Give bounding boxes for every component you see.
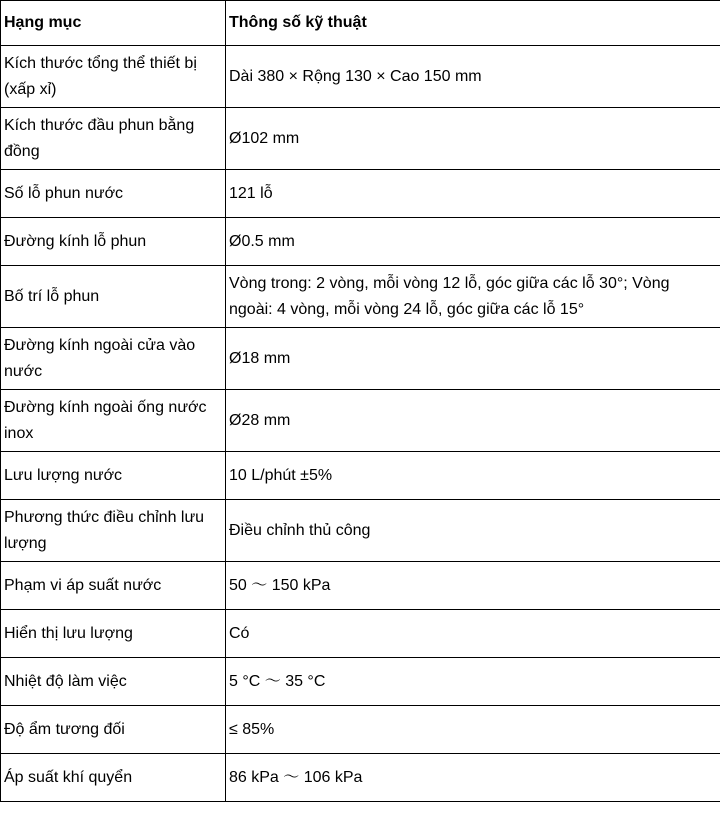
table-row	[1, 706, 720, 754]
row-value: Ø18 mm	[226, 328, 720, 390]
table-row	[1, 328, 720, 390]
row-value: Điều chỉnh thủ công	[226, 500, 720, 562]
row-value: Vòng trong: 2 vòng, mỗi vòng 12 lỗ, góc giữa các lỗ 30°; Vòng ngoài: 4 vòng, mỗi vòng 24 lỗ, góc giữa các lỗ 15°	[226, 266, 720, 328]
row-value: Ø28 mm	[226, 390, 720, 452]
row-label: Phương thức điều chỉnh lưu lượng	[1, 500, 226, 562]
table-row	[1, 170, 720, 218]
row-label: Đường kính ngoài cửa vào nước	[1, 328, 226, 390]
table-row	[1, 658, 720, 706]
table-row	[1, 218, 720, 266]
row-label: Lưu lượng nước	[1, 452, 226, 500]
header-row	[1, 1, 720, 46]
row-value: 121 lỗ	[226, 170, 720, 218]
row-value: Có	[226, 610, 720, 658]
row-value: 50 ～ 150 kPa	[226, 562, 720, 610]
row-value: 10 L/phút ±5%	[226, 452, 720, 500]
row-label: Kích thước tổng thể thiết bị (xấp xỉ)	[1, 46, 226, 108]
row-label: Độ ẩm tương đối	[1, 706, 226, 754]
row-value: Dài 380 × Rộng 130 × Cao 150 mm	[226, 46, 720, 108]
table-row	[1, 500, 720, 562]
row-value: ≤ 85%	[226, 706, 720, 754]
header-spec: Thông số kỹ thuật	[226, 1, 720, 46]
row-label: Đường kính ngoài ống nước inox	[1, 390, 226, 452]
row-value: 86 kPa ～ 106 kPa	[226, 754, 720, 802]
row-label: Nhiệt độ làm việc	[1, 658, 226, 706]
row-label: Kích thước đầu phun bằng đồng	[1, 108, 226, 170]
row-label: Hiển thị lưu lượng	[1, 610, 226, 658]
header-item: Hạng mục	[1, 1, 226, 46]
row-label: Đường kính lỗ phun	[1, 218, 226, 266]
row-label: Phạm vi áp suất nước	[1, 562, 226, 610]
row-label: Bố trí lỗ phun	[1, 266, 226, 328]
table-row	[1, 108, 720, 170]
table-row	[1, 390, 720, 452]
row-label: Số lỗ phun nước	[1, 170, 226, 218]
table-row	[1, 562, 720, 610]
table-row	[1, 46, 720, 108]
row-value: Ø0.5 mm	[226, 218, 720, 266]
row-value: Ø102 mm	[226, 108, 720, 170]
table-row	[1, 452, 720, 500]
row-label: Áp suất khí quyển	[1, 754, 226, 802]
table-row	[1, 266, 720, 328]
table-row	[1, 754, 720, 802]
row-value: 5 °C ～ 35 °C	[226, 658, 720, 706]
table-row	[1, 610, 720, 658]
